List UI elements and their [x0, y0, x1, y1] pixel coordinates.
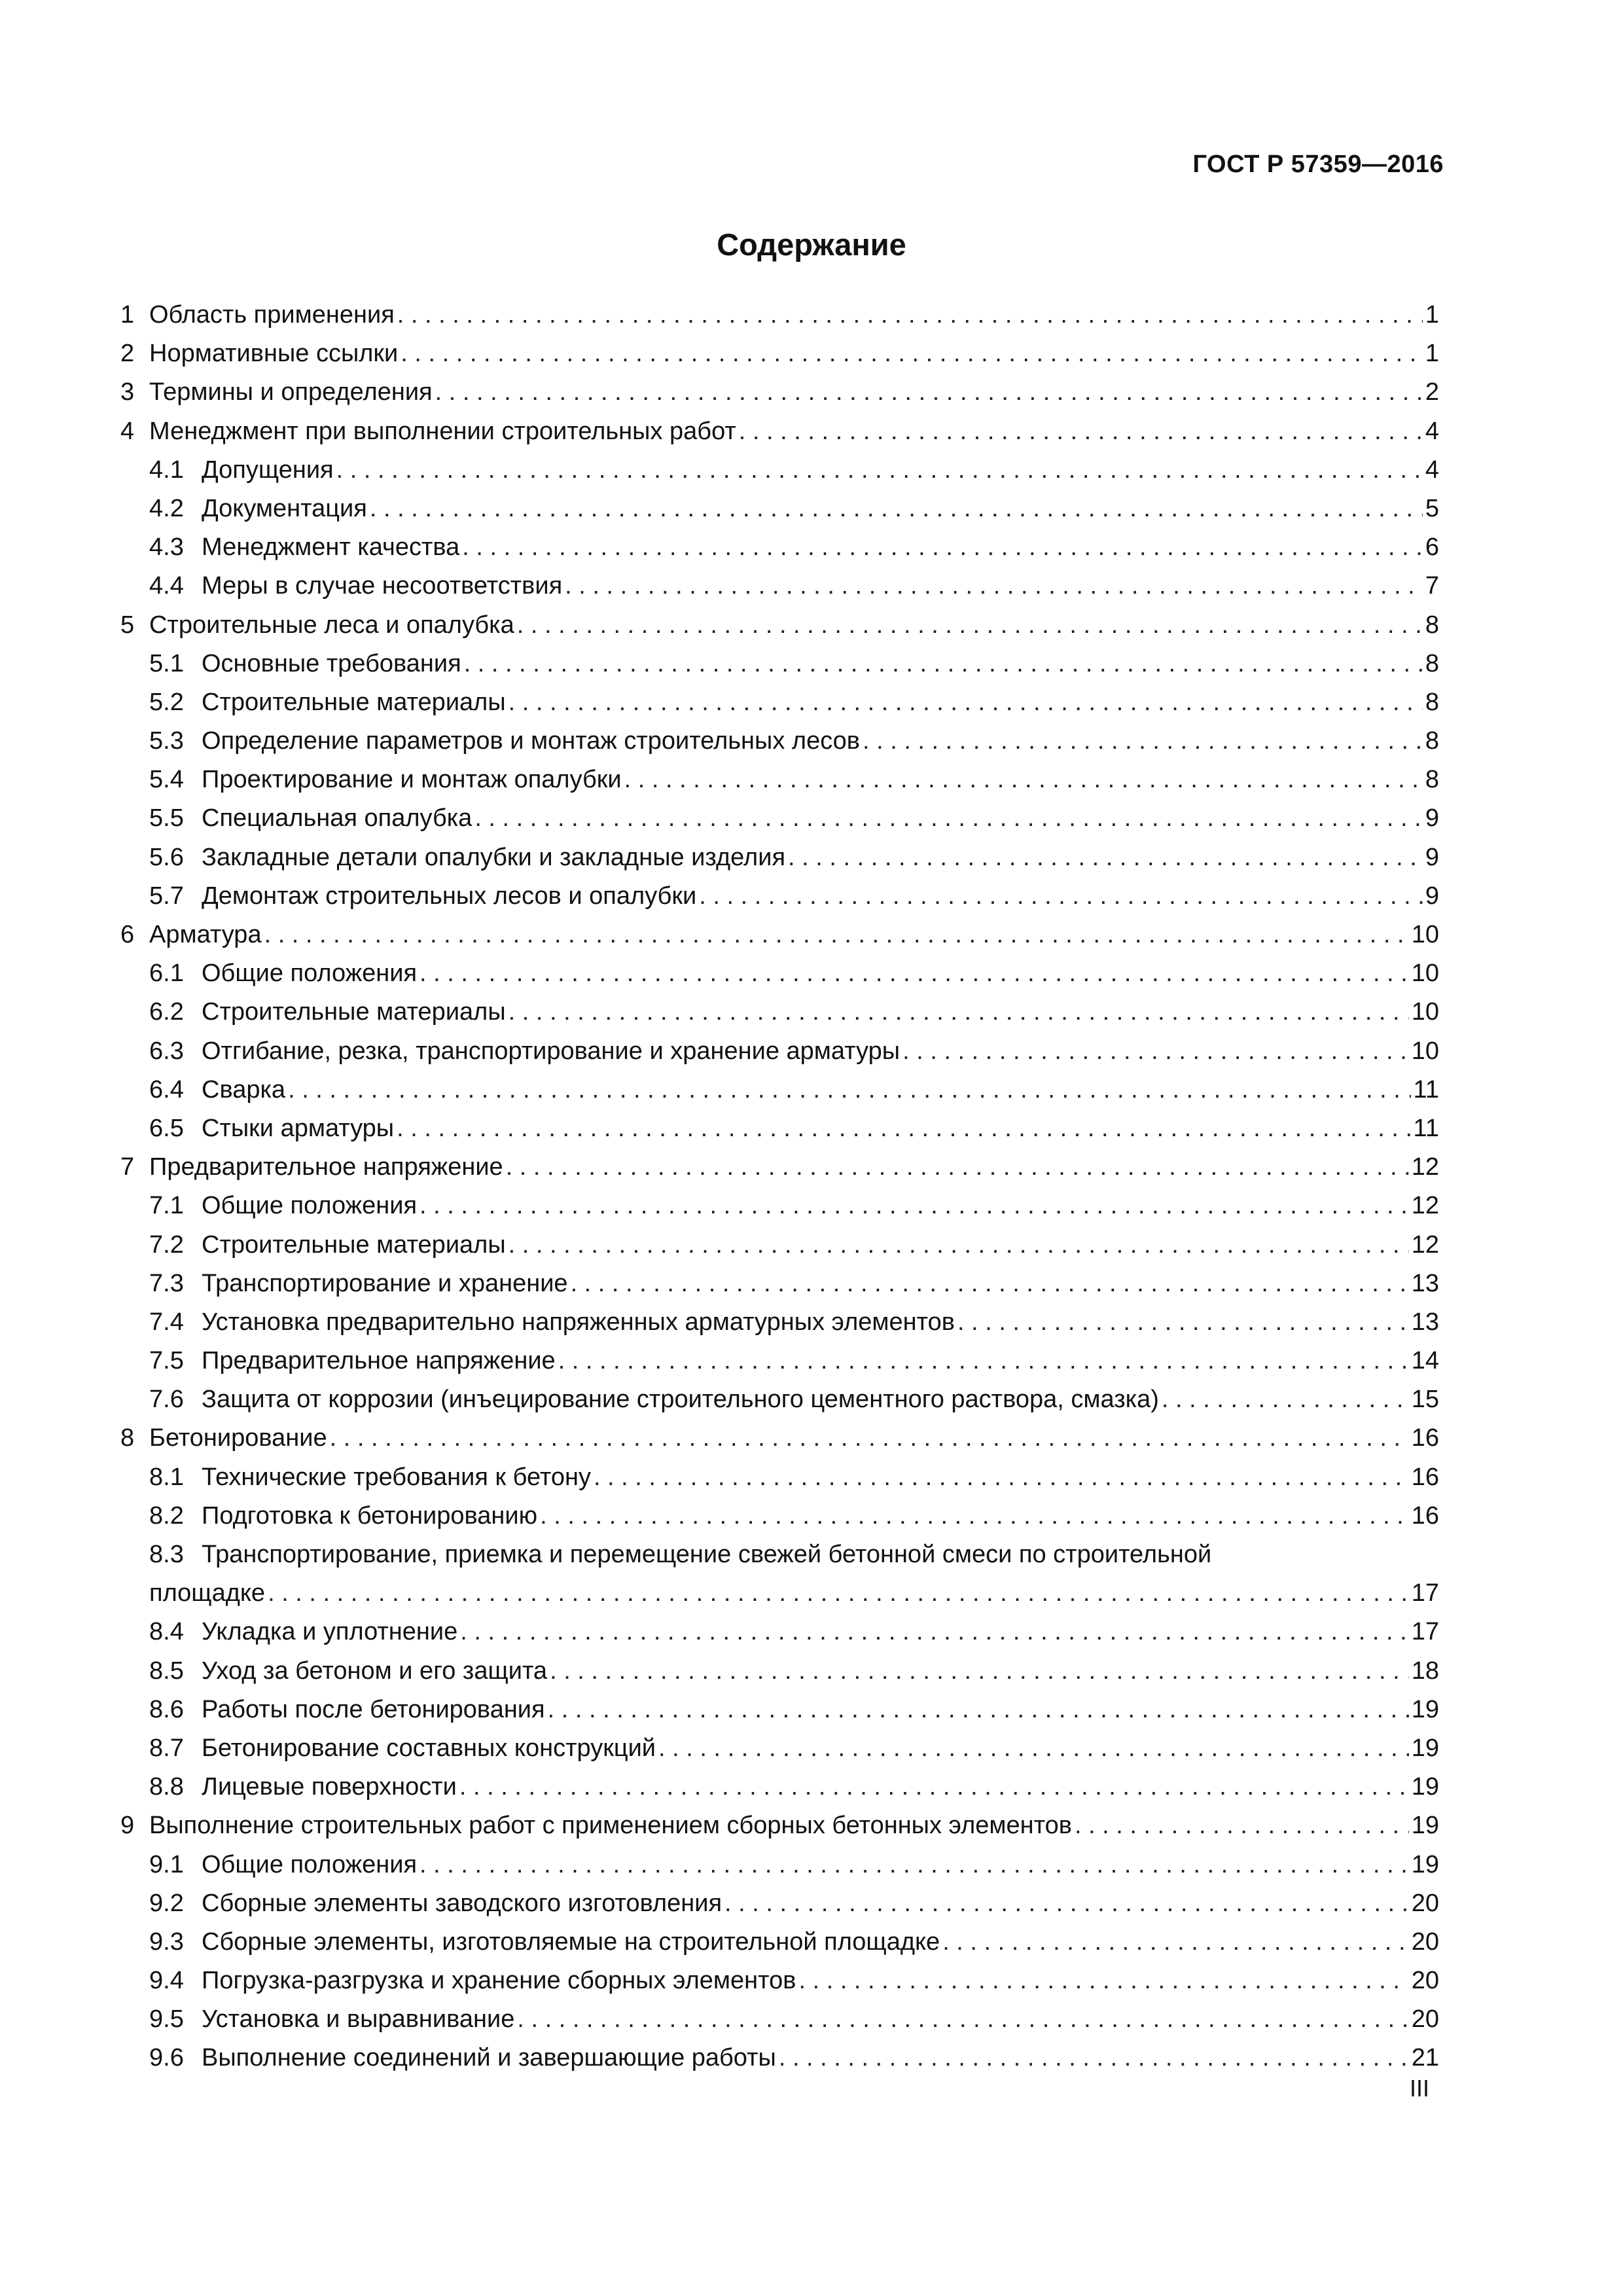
toc-entry[interactable]: [120, 1187, 1439, 1225]
dot-leader: [419, 954, 1409, 993]
toc-entry-page: 10: [1411, 1037, 1439, 1065]
toc-entry-page: 13: [1411, 1269, 1439, 1297]
toc-entry-number: 7.2: [149, 1230, 184, 1259]
toc-entry-number: 3: [120, 378, 135, 406]
toc-entry-title: Погрузка-разгрузка и хранение сборных элементов: [202, 1967, 796, 1995]
toc-entry-page: 20: [1411, 2005, 1439, 2034]
toc-entry-title: Основные требования: [202, 649, 461, 677]
toc-entry-page: 8: [1425, 649, 1439, 677]
toc-entry-title: Менеджмент качества: [202, 533, 460, 562]
toc-entry-title: Подготовка к бетонированию: [202, 1501, 538, 1530]
toc-entry[interactable]: [120, 954, 1439, 993]
toc-entry[interactable]: [120, 1729, 1439, 1768]
toc-entry-title: Работы после бетонирования: [202, 1695, 545, 1723]
dot-leader: [397, 1109, 1410, 1148]
dot-leader: [474, 799, 1423, 838]
toc-entry-page: 20: [1411, 1967, 1439, 1995]
toc-entry-page: 20: [1411, 1928, 1439, 1956]
toc-entry-number: 4.3: [149, 533, 184, 562]
toc-entry-title: Бетонирование: [149, 1424, 327, 1452]
toc-entry[interactable]: [120, 1458, 1439, 1497]
dot-leader: [902, 1032, 1409, 1071]
toc-entry-number: 8.6: [149, 1695, 184, 1723]
toc-entry-number: 9.4: [149, 1967, 184, 1995]
toc-entry[interactable]: [120, 683, 1439, 722]
toc-entry-page: 12: [1411, 1230, 1439, 1259]
toc-entry-number: 9: [120, 1812, 135, 1840]
toc-entry-page: 9: [1425, 804, 1439, 833]
toc-entry[interactable]: [120, 1226, 1439, 1265]
toc-entry-number: 9.3: [149, 1928, 184, 1956]
toc-entry-title: Уход за бетоном и его защита: [202, 1657, 548, 1685]
toc-entry-number: 5.2: [149, 688, 184, 716]
toc-entry-number: 9.2: [149, 1889, 184, 1917]
toc-entry[interactable]: [120, 1768, 1439, 1806]
toc-entry-number: 7.3: [149, 1269, 184, 1297]
toc-entry-title: Стыки арматуры: [202, 1114, 395, 1142]
toc-entry[interactable]: [120, 1497, 1439, 1535]
toc-entry[interactable]: [120, 838, 1439, 877]
toc-entry-title: Закладные детали опалубки и закладные изделия: [202, 843, 786, 871]
toc-entry-page: 17: [1411, 1579, 1439, 1607]
toc-entry-number: 9.5: [149, 2005, 184, 2034]
toc-entry[interactable]: [120, 1303, 1439, 1342]
dot-leader: [739, 412, 1423, 451]
toc-entry-title: Лицевые поверхности: [202, 1773, 457, 1801]
dot-leader: [330, 1419, 1409, 1458]
toc-entry[interactable]: [120, 1574, 1439, 1613]
dot-leader: [508, 1226, 1409, 1265]
toc-entry-page: 9: [1425, 882, 1439, 910]
toc-entry-page: 1: [1425, 340, 1439, 368]
toc-entry[interactable]: [120, 2039, 1439, 2077]
toc-entry[interactable]: [120, 606, 1439, 645]
toc-entry[interactable]: [120, 722, 1439, 761]
toc-entry[interactable]: [120, 1613, 1439, 1651]
toc-entry-number: 9.6: [149, 2044, 184, 2072]
toc-entry[interactable]: [120, 490, 1439, 528]
toc-entry-number: 6.5: [149, 1114, 184, 1142]
toc-entry-number: 8.4: [149, 1618, 184, 1646]
toc-entry-number: 8.7: [149, 1734, 184, 1762]
toc-entry-number: 7.4: [149, 1308, 184, 1336]
toc-entry-title: Термины и определения: [149, 378, 433, 406]
toc-entry-number: 5.7: [149, 882, 184, 910]
toc-entry-number: 1: [120, 301, 135, 329]
dot-leader: [517, 2000, 1408, 2039]
toc-entry[interactable]: [120, 412, 1439, 451]
toc-entry-title: Область применения: [149, 301, 395, 329]
dot-leader: [264, 916, 1409, 954]
toc-entry-title: Общие положения: [202, 1192, 418, 1220]
dot-leader: [517, 606, 1423, 645]
toc-entry[interactable]: [120, 799, 1439, 838]
dot-leader: [550, 1652, 1409, 1691]
dot-leader: [268, 1574, 1409, 1613]
document-code: ГОСТ Р 57359—2016: [1192, 151, 1444, 178]
toc-entry-title: Арматура: [149, 921, 262, 948]
toc-entry-number: 7.1: [149, 1192, 184, 1220]
toc-entry-title: Определение параметров и монтаж строительных лесов: [202, 727, 860, 755]
toc-entry[interactable]: [120, 877, 1439, 916]
toc-entry-number: 8.2: [149, 1501, 184, 1530]
toc-entry-page: 2: [1425, 378, 1439, 406]
toc-entry-title: Установка и выравнивание: [202, 2005, 515, 2034]
toc-entry-page: 19: [1411, 1773, 1439, 1801]
toc-entry-title: Укладка и уплотнение: [202, 1618, 458, 1646]
toc-entry-page: 12: [1411, 1192, 1439, 1220]
dot-leader: [779, 2039, 1409, 2077]
dot-leader: [508, 683, 1423, 722]
toc-entry-title: Строительные леса и опалубка: [149, 611, 514, 639]
toc-entry-number: 5.4: [149, 766, 184, 794]
toc-entry-title: Транспортирование, приемка и перемещение свежей бетонной смеси по строительной: [202, 1541, 1212, 1568]
toc-entry-title: Установка предварительно напряженных арматурных элементов: [202, 1308, 955, 1336]
dot-leader: [798, 1962, 1408, 2000]
toc-entry[interactable]: [120, 1691, 1439, 1729]
toc-entry-number: 4.1: [149, 456, 184, 484]
toc-entry-number: 5.6: [149, 843, 184, 871]
toc-entry-title: Предварительное напряжение: [202, 1347, 556, 1375]
dot-leader: [624, 761, 1423, 799]
toc-entry[interactable]: [120, 761, 1439, 799]
dot-leader: [788, 838, 1423, 877]
toc-entry[interactable]: [120, 296, 1439, 334]
dot-leader: [699, 877, 1423, 916]
toc-entry-page: 10: [1411, 921, 1439, 948]
toc-entry-number: 8.3: [149, 1541, 184, 1568]
toc-entry-page: 8: [1425, 727, 1439, 755]
toc-entry-title: Документация: [202, 494, 367, 522]
toc-entry-page: 13: [1411, 1308, 1439, 1336]
toc-entry-page: 16: [1411, 1501, 1439, 1530]
toc-entry-page: 16: [1411, 1424, 1439, 1452]
toc-entry-number: 8: [120, 1424, 135, 1452]
dot-leader: [462, 528, 1423, 567]
toc-entry-page: 12: [1411, 1153, 1439, 1181]
toc-entry-page: 18: [1411, 1657, 1439, 1685]
toc-entry-page: 15: [1411, 1386, 1439, 1414]
toc-entry-title: Строительные материалы: [202, 688, 506, 716]
toc-entry-page: 9: [1425, 843, 1439, 871]
toc-entry-page: 19: [1411, 1850, 1439, 1878]
dot-leader: [942, 1923, 1409, 1962]
toc-entry[interactable]: [120, 1071, 1439, 1109]
toc-entry-title: Специальная опалубка: [202, 804, 473, 833]
dot-leader: [370, 490, 1423, 528]
toc-entry[interactable]: [120, 334, 1439, 373]
dot-leader: [460, 1613, 1408, 1651]
toc-entry-page: 11: [1413, 1114, 1439, 1142]
toc-entry-page: 1: [1425, 301, 1439, 329]
page-title: Содержание: [717, 227, 906, 262]
toc-entry-page: 14: [1411, 1347, 1439, 1375]
dot-leader: [594, 1458, 1409, 1497]
toc-entry[interactable]: [120, 2000, 1439, 2039]
dot-leader: [459, 1768, 1409, 1806]
dot-leader: [397, 296, 1423, 334]
dot-leader: [863, 722, 1423, 761]
toc-entry-number: 6: [120, 921, 135, 948]
toc-entry-title: Демонтаж строительных лесов и опалубки: [202, 882, 697, 910]
toc-entry[interactable]: [120, 1846, 1439, 1884]
toc-entry-number: 6.4: [149, 1075, 184, 1103]
toc-entry-title: Проектирование и монтаж опалубки: [202, 766, 622, 794]
toc-entry-title: Менеджмент при выполнении строительных работ: [149, 417, 736, 445]
toc-entry-number: 6.1: [149, 960, 184, 988]
toc-entry-title: Защита от коррозии (инъецирование строительного цементного раствора, смазка): [202, 1386, 1159, 1414]
dot-leader: [336, 451, 1423, 490]
toc-entry[interactable]: [120, 916, 1439, 954]
toc-entry-number: 5.3: [149, 727, 184, 755]
toc-entry-title: Технические требования к бетону: [202, 1463, 591, 1491]
toc-entry-page: 4: [1425, 417, 1439, 445]
toc-entry-number: 4: [120, 417, 135, 445]
toc-entry-page: 8: [1425, 688, 1439, 716]
toc-entry[interactable]: [120, 1806, 1439, 1845]
toc-entry-title: Меры в случае несоответствия: [202, 572, 563, 600]
dot-leader: [288, 1071, 1410, 1109]
dot-leader: [565, 567, 1423, 605]
toc-entry[interactable]: [120, 1962, 1439, 2000]
dot-leader: [658, 1729, 1409, 1768]
toc-entry-title: Отгибание, резка, транспортирование и хранение арматуры: [202, 1037, 901, 1065]
toc-entry[interactable]: [120, 993, 1439, 1031]
dot-leader: [1162, 1380, 1409, 1419]
toc-entry[interactable]: [120, 451, 1439, 490]
toc-entry-title: Сварка: [202, 1075, 286, 1103]
toc-entry-number: 9.1: [149, 1850, 184, 1878]
toc-entry-title: Транспортирование и хранение: [202, 1269, 568, 1297]
toc-entry-title: Строительные материалы: [202, 998, 506, 1026]
toc-entry-number: 4.2: [149, 494, 184, 522]
toc-entry-page: 20: [1411, 1889, 1439, 1917]
toc-entry-number: 6.3: [149, 1037, 184, 1065]
toc-entry[interactable]: [120, 1884, 1439, 1923]
dot-leader: [508, 993, 1409, 1031]
table-of-contents: [120, 296, 1439, 2078]
toc-entry[interactable]: [120, 528, 1439, 567]
toc-entry-number: 5.5: [149, 804, 184, 833]
dot-leader: [419, 1187, 1409, 1225]
toc-entry-page: 21: [1411, 2044, 1439, 2072]
toc-entry[interactable]: [120, 645, 1439, 683]
toc-entry[interactable]: [120, 1923, 1439, 1962]
toc-entry[interactable]: [120, 1380, 1439, 1419]
dot-leader: [571, 1265, 1409, 1303]
toc-entry-number: 8.8: [149, 1773, 184, 1801]
toc-entry-number: 7.6: [149, 1386, 184, 1414]
toc-entry-number: 7: [120, 1153, 135, 1181]
toc-entry-page: 19: [1411, 1812, 1439, 1840]
toc-entry-title: Нормативные ссылки: [149, 340, 399, 368]
dot-leader: [548, 1691, 1409, 1729]
toc-entry-page: 17: [1411, 1618, 1439, 1646]
toc-entry-title: Сборные элементы, изготовляемые на строительной площадке: [202, 1928, 940, 1956]
toc-entry-page: 7: [1425, 572, 1439, 600]
dot-leader: [558, 1342, 1409, 1380]
toc-entry-number: 7.5: [149, 1347, 184, 1375]
toc-entry[interactable]: [120, 1109, 1439, 1148]
toc-entry[interactable]: [120, 1265, 1439, 1303]
toc-entry-number: 6.2: [149, 998, 184, 1026]
toc-entry-number: 5: [120, 611, 135, 639]
dot-leader: [724, 1884, 1409, 1923]
dot-leader: [957, 1303, 1409, 1342]
toc-entry[interactable]: [120, 1032, 1439, 1071]
toc-entry-page: 8: [1425, 611, 1439, 639]
toc-entry-page: 6: [1425, 533, 1439, 562]
toc-entry-page: 10: [1411, 960, 1439, 988]
toc-entry-page: 19: [1411, 1734, 1439, 1762]
toc-entry-title: Строительные материалы: [202, 1230, 506, 1259]
toc-entry-title: Выполнение строительных работ с применением сборных бетонных элементов: [149, 1812, 1072, 1840]
toc-entry[interactable]: [120, 1419, 1439, 1458]
toc-entry-title: Допущения: [202, 456, 334, 484]
toc-entry-number: 8.5: [149, 1657, 184, 1685]
toc-entry-page: 5: [1425, 494, 1439, 522]
toc-entry-title: Предварительное напряжение: [149, 1153, 503, 1181]
dot-leader: [435, 373, 1423, 412]
toc-entry-title: Бетонирование составных конструкций: [202, 1734, 656, 1762]
toc-entry-title-continuation: площадке: [149, 1579, 266, 1607]
toc-entry-number: 4.4: [149, 572, 184, 600]
dot-leader: [419, 1846, 1409, 1884]
toc-entry-number: 5.1: [149, 649, 184, 677]
toc-entry-first-line: [120, 1535, 1439, 1574]
toc-entry[interactable]: [120, 373, 1439, 412]
toc-entry-page: 19: [1411, 1695, 1439, 1723]
toc-entry-title: Сборные элементы заводского изготовления: [202, 1889, 722, 1917]
toc-entry-page: 16: [1411, 1463, 1439, 1491]
toc-entry[interactable]: [120, 567, 1439, 605]
toc-entry-number: 2: [120, 340, 135, 368]
toc-entry-number: 8.1: [149, 1463, 184, 1491]
toc-entry-title: Общие положения: [202, 1850, 418, 1878]
toc-entry-page: 8: [1425, 766, 1439, 794]
toc-entry-page: 4: [1425, 456, 1439, 484]
toc-entry-title: Выполнение соединений и завершающие работы: [202, 2044, 776, 2072]
dot-leader: [506, 1148, 1409, 1187]
dot-leader: [540, 1497, 1409, 1535]
toc-entry-page: 11: [1413, 1075, 1439, 1103]
dot-leader: [401, 334, 1423, 373]
toc-entry-page: 10: [1411, 998, 1439, 1026]
dot-leader: [1075, 1806, 1409, 1845]
toc-entry[interactable]: [120, 1652, 1439, 1691]
toc-entry[interactable]: [120, 1148, 1439, 1187]
toc-entry[interactable]: [120, 1342, 1439, 1380]
dot-leader: [464, 645, 1423, 683]
toc-entry-title: Общие положения: [202, 960, 418, 988]
page-number: III: [1409, 2075, 1429, 2102]
